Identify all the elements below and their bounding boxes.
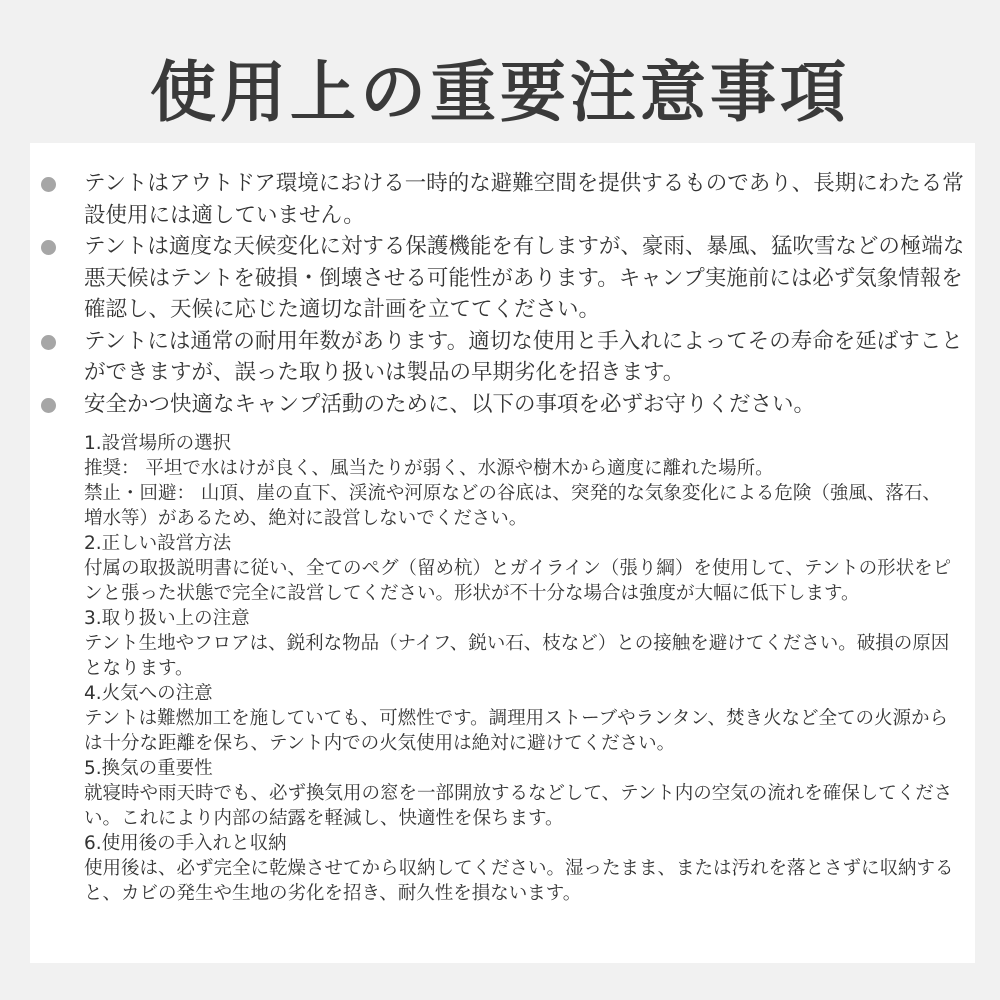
bullet-text: テントはアウトドア環境における一時的な避難空間を提供するものであり、長期にわたる常設使用には適していません。 bbox=[84, 171, 964, 228]
bullet-dot-icon bbox=[41, 335, 56, 350]
bullet-dot-icon bbox=[41, 398, 56, 413]
bullet-item bbox=[30, 389, 975, 421]
bullet-dot-icon bbox=[41, 240, 56, 255]
section-heading: 3.取り扱い上の注意 bbox=[84, 608, 250, 629]
section-text: 禁止・回避： 山頂、崖の直下、渓流や河原などの谷底は、突発的な気象変化による危険（強風、落石、増水等）があるため、絶対に設営しないでください。 bbox=[84, 483, 941, 529]
section-heading: 1.設営場所の選択 bbox=[84, 433, 232, 454]
section-heading: 2.正しい設営方法 bbox=[84, 533, 232, 554]
section-text: 付属の取扱説明書に従い、全てのペグ（留め杭）とガイライン（張り綱）を使用して、テントの形状をピンと張った状態で完全に設営してください。形状が不十分な場合は強度が大幅に低下します。 bbox=[84, 558, 952, 604]
bullet-item bbox=[30, 326, 975, 389]
section-text: 推奨： 平坦で水はけが良く、風当たりが弱く、水源や樹木から適度に離れた場所。 bbox=[84, 458, 774, 479]
section-ventilation bbox=[84, 756, 954, 831]
section-care-storage bbox=[84, 831, 954, 906]
section-text: 使用後は、必ず完全に乾燥させてから収納してください。湿ったまま、または汚れを落とさずに収納すると、カビの発生や生地の劣化を招き、耐久性を損ないます。 bbox=[84, 858, 954, 904]
section-heading: 5.換気の重要性 bbox=[84, 758, 213, 779]
bullet-text: 安全かつ快適なキャンプ活動のために、以下の事項を必ずお守りください。 bbox=[84, 391, 816, 417]
bullet-text: テントには通常の耐用年数があります。適切な使用と手入れによってその寿命を延ばすことができますが、誤った取り扱いは製品の早期劣化を招きます。 bbox=[84, 328, 963, 385]
section-text: 就寝時や雨天時でも、必ず換気用の窓を一部開放するなどして、テント内の空気の流れを確保してください。これにより内部の結露を軽減し、快適性を保ちます。 bbox=[84, 783, 953, 829]
bullet-item bbox=[30, 231, 975, 326]
section-setup-method bbox=[84, 531, 954, 606]
page-title: 使用上の重要注意事項 bbox=[150, 54, 850, 131]
section-handling bbox=[84, 606, 954, 681]
bullet-list bbox=[30, 168, 975, 420]
section-heading: 4.火気への注意 bbox=[84, 683, 213, 704]
section-heading: 6.使用後の手入れと収納 bbox=[84, 833, 287, 854]
section-text: テントは難燃加工を施していても、可燃性です。調理用ストーブやランタン、焚き火など全ての火源からは十分な距離を保ち、テント内での火気使用は絶対に避けてください。 bbox=[84, 708, 948, 754]
section-fire-safety bbox=[84, 681, 954, 756]
section-text: テント生地やフロアは、鋭利な物品（ナイフ、鋭い石、枝など）との接触を避けてください。破損の原因となります。 bbox=[84, 633, 950, 679]
bullet-item bbox=[30, 168, 975, 231]
section-site-selection bbox=[84, 431, 954, 531]
notice-panel bbox=[30, 143, 975, 963]
bullet-text: テントは適度な天候変化に対する保護機能を有しますが、豪雨、暴風、猛吹雪などの極端な悪天候はテントを破損・倒壊させる可能性があります。キャンプ実施前には必ず気象情報を確認し、天候に応じた適切な計画を立ててください。 bbox=[84, 234, 965, 322]
bullet-dot-icon bbox=[41, 177, 56, 192]
detail-sections bbox=[84, 431, 954, 906]
